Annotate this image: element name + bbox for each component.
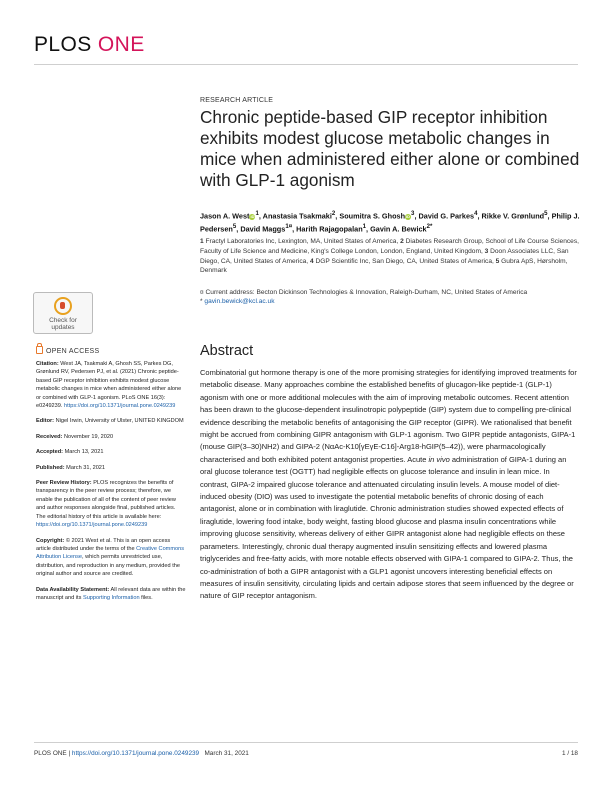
received-text: November 19, 2020 <box>64 433 114 440</box>
author-separator: , <box>366 224 371 234</box>
editor-text: Nigel Irwin, University of Ulster, UNITED KINGDOM <box>55 418 184 425</box>
affiliation-text: Fractyl Laboratories Inc, Lexington, MA, United States of America, <box>203 238 401 245</box>
author-separator: , <box>292 224 297 234</box>
update-badge-icon <box>54 297 72 315</box>
abstract-heading: Abstract <box>200 343 254 359</box>
orcid-icon[interactable]: iD <box>250 213 255 219</box>
accepted-text: March 13, 2021 <box>64 449 104 456</box>
affiliation-number: 1 <box>200 238 204 245</box>
copyright-text-end: , which permits unrestricted use, distribution, and reproduction in any medium, provided the original author and source are credited. <box>36 554 180 578</box>
author-separator: , <box>547 211 552 221</box>
copyright-text: © 2021 West et al. This is an open access article distributed under the terms of the <box>36 537 171 552</box>
current-address-symbol: ¤ <box>200 289 204 296</box>
author-list <box>200 208 580 235</box>
orcid-icon[interactable]: iD <box>406 213 411 219</box>
author-affiliation-mark: 1¤ <box>285 223 293 231</box>
citation-text: West JA, Tsakmaki A, Ghosh SS, Parkes DG, Grønlund RV, Pedersen PJ, et al. (2021) Chronic peptide-based GIP receptor inhibition exhibits modest glucose metabolic changes in mice when administered either alone or combined with GLP-1 agonism. PLoS ONE 16(3): e0249239. <box>36 361 182 410</box>
author-name: David G. Parkes <box>418 211 475 221</box>
peer-review-text: PLOS recognizes the benefits of transparency in the peer review process; therefore, we enable the publication of all of the content of peer review and author responses alongside final, published articles. The editorial history of this article is available here: <box>36 480 176 520</box>
affiliation-number: 2 <box>400 238 404 245</box>
open-lock-icon <box>36 346 43 354</box>
copyright-label: Copyright: <box>36 537 65 544</box>
author-separator: , <box>414 211 419 221</box>
author-name: Philip J. Pedersen <box>200 211 580 234</box>
author-name: Gavin A. Bewick <box>370 224 427 234</box>
author-affiliation-mark: 4 <box>474 210 478 217</box>
affiliation-text: Diabetes Research Group, School of Life Course Sciences, Faculty of Life Science and Medicine, King's College London, London, England, United Kingdom, <box>200 238 579 255</box>
author-name: David Maggs <box>240 224 286 234</box>
accepted-date <box>36 448 186 456</box>
header-rule <box>34 64 578 65</box>
update-badge-line1: Check for <box>49 317 77 324</box>
author-name: Jason A. West <box>200 211 250 221</box>
abstract-text-1: Combinatorial gut hormone therapy is one of the more promising strategies for identifying improved treatments for metabolic disease. Many approaches combine the established benefits of glucagon-like peptide-1 (GLP-1) agonism with one or more additional molecules with the aim of improving metabolic outcomes. Recent attention has been drawn to the glucose-dependent insulinotropic polypeptide (GIP) system due to compelling pre-clinical evidence describing the metabolic benefits of antagonising the GIP receptor (GIPR). We rationalised that benefit might be accrued from combining GIPR antagonism with GLP-1 agonism. Two GIPR peptide antagonists, GIPA-1 (mouse GIP(3–30)NH2) and GIPA-2 (NαAc-K10[γEγE-C16]-Arg18-hGIP(5–42)), were pharmacologically characterised and both exhibited potent antagonist properties. Acute <box>200 368 577 464</box>
affiliation-text: Doon Associates LLC, San Diego, CA, United States of America, <box>200 247 569 265</box>
current-address-text: Current address: Becton Dickinson Technologies & Innovation, Raleigh-Durham, NC, United States of America <box>205 289 528 296</box>
affiliation-number: 3 <box>484 247 489 255</box>
data-availability-text: All relevant data are within the manuscript and its <box>36 586 186 601</box>
affiliations <box>200 237 580 276</box>
accepted-label: Accepted: <box>36 449 64 456</box>
supporting-info-link[interactable]: Supporting Information <box>82 594 140 601</box>
article-type: RESEARCH ARTICLE <box>200 97 274 104</box>
current-address <box>200 288 580 297</box>
published-text: March 31, 2021 <box>66 464 106 471</box>
update-badge-text <box>34 317 92 331</box>
journal-logo <box>34 33 145 57</box>
page-number: 1 / 18 <box>562 750 578 757</box>
peer-review-doi-link[interactable]: https://doi.org/10.1371/journal.pone.0249239 <box>36 522 148 529</box>
logo-plos-text: PLOS <box>34 33 92 56</box>
received-date <box>36 433 186 441</box>
footer-journal: PLOS ONE | <box>34 750 71 757</box>
corresponding-email-link[interactable]: gavin.bewick@kcl.ac.uk <box>204 298 275 306</box>
author-separator: , <box>335 211 340 221</box>
corresponding-author <box>200 297 580 306</box>
author-name: Anastasia Tsakmaki <box>262 211 332 221</box>
logo-one-text: ONE <box>97 33 145 56</box>
published-label: Published: <box>36 464 65 471</box>
data-availability <box>36 586 186 603</box>
page-footer <box>34 750 578 757</box>
author-name: Rikke V. Grønlund <box>481 211 545 221</box>
author-affiliation-mark: 5 <box>232 223 237 231</box>
open-access-text: OPEN ACCESS <box>46 348 100 355</box>
update-badge-line2: updates <box>51 324 75 331</box>
copyright <box>36 537 186 579</box>
editor-label: Editor: <box>36 418 55 425</box>
open-access-label <box>36 346 99 355</box>
check-for-updates-badge[interactable] <box>33 292 93 334</box>
affiliation-text: DGP Scientific Inc, San Diego, CA, United States of America, <box>313 257 496 265</box>
author-affiliation-mark: 3 <box>411 210 415 217</box>
footer-doi-link[interactable]: https://doi.org/10.1371/journal.pone.0249239 <box>71 750 200 757</box>
data-availability-text-end: files. <box>141 594 153 601</box>
author-affiliation-mark: 2 <box>331 210 336 217</box>
abstract-body <box>200 367 580 603</box>
author-affiliation-mark: 1 <box>362 223 367 231</box>
abstract-italic: in vivo <box>428 454 450 464</box>
affiliation-number: 4 <box>309 257 314 265</box>
article-info-sidebar <box>36 360 186 609</box>
citation <box>36 360 186 410</box>
peer-review-history <box>36 479 186 529</box>
affiliation-number: 5 <box>495 257 500 265</box>
author-separator: , <box>236 224 241 234</box>
published-date <box>36 464 186 472</box>
license-link[interactable]: Creative Commons Attribution License <box>36 545 185 561</box>
footer-date: March 31, 2021 <box>204 750 249 757</box>
affiliation-text: Gubra ApS, Hørsholm, Denmark <box>200 257 568 275</box>
author-name: Harith Rajagopalan <box>296 224 363 234</box>
data-availability-label: Data Availability Statement: <box>36 586 110 593</box>
peer-review-label: Peer Review History: <box>36 480 92 487</box>
footer-rule <box>34 742 578 743</box>
author-affiliation-mark: 1 <box>255 210 259 217</box>
author-name: Soumitra S. Ghosh <box>339 211 406 221</box>
editor <box>36 417 186 425</box>
author-separator: , <box>477 211 482 221</box>
author-affiliation-mark: 2* <box>426 223 433 231</box>
abstract-text-2: administration of GIPA-1 during an oral glucose tolerance test (OGTT) had negligible effects on glucose tolerance and insulin in lean mice. In contrast, GIPA-2 impaired glucose tolerance and attenuated circulating insulin levels. A mouse model of diet-induced obesity (DIO) was used to investigate the potential metabolic benefits of chronic dosing of each antagonist, alone or in combination with liraglutide. Chronic administration studies showed expected effects of liraglutide, lowering food intake, body weight, fasting blood glucose and plasma insulin concentrations while improving glucose sensitivity, whereas delivery of either GIPR antagonist alone had negligible effects on these parameters. Interestingly, chronic dual therapy augmented insulin sensitizing effects and lowered plasma triglycerides and free-fatty acids, with more notable effects observed with GIPA-1 compared to GIPA-2. Thus, the co-administration of both a GIPR antagonist with a GLP1 agonist uncovers interesting beneficial effects on measures of insulin sensitivity, circulating lipids and certain adipose stores that seem influenced by the degree or nature of GIP receptor antagonism. <box>200 454 574 601</box>
article-title: Chronic peptide-based GIP receptor inhibition exhibits modest glucose metabolic changes in mice when administered either alone or combined with GLP-1 agonism <box>200 107 580 190</box>
corresponding-symbol: * <box>200 298 203 306</box>
received-label: Received: <box>36 433 63 440</box>
author-separator: , <box>258 211 263 221</box>
author-affiliation-mark: 5 <box>544 210 548 217</box>
author-notes <box>200 288 580 306</box>
citation-label: Citation: <box>36 361 59 367</box>
citation-doi-link[interactable]: https://doi.org/10.1371/journal.pone.0249239 <box>64 403 176 410</box>
